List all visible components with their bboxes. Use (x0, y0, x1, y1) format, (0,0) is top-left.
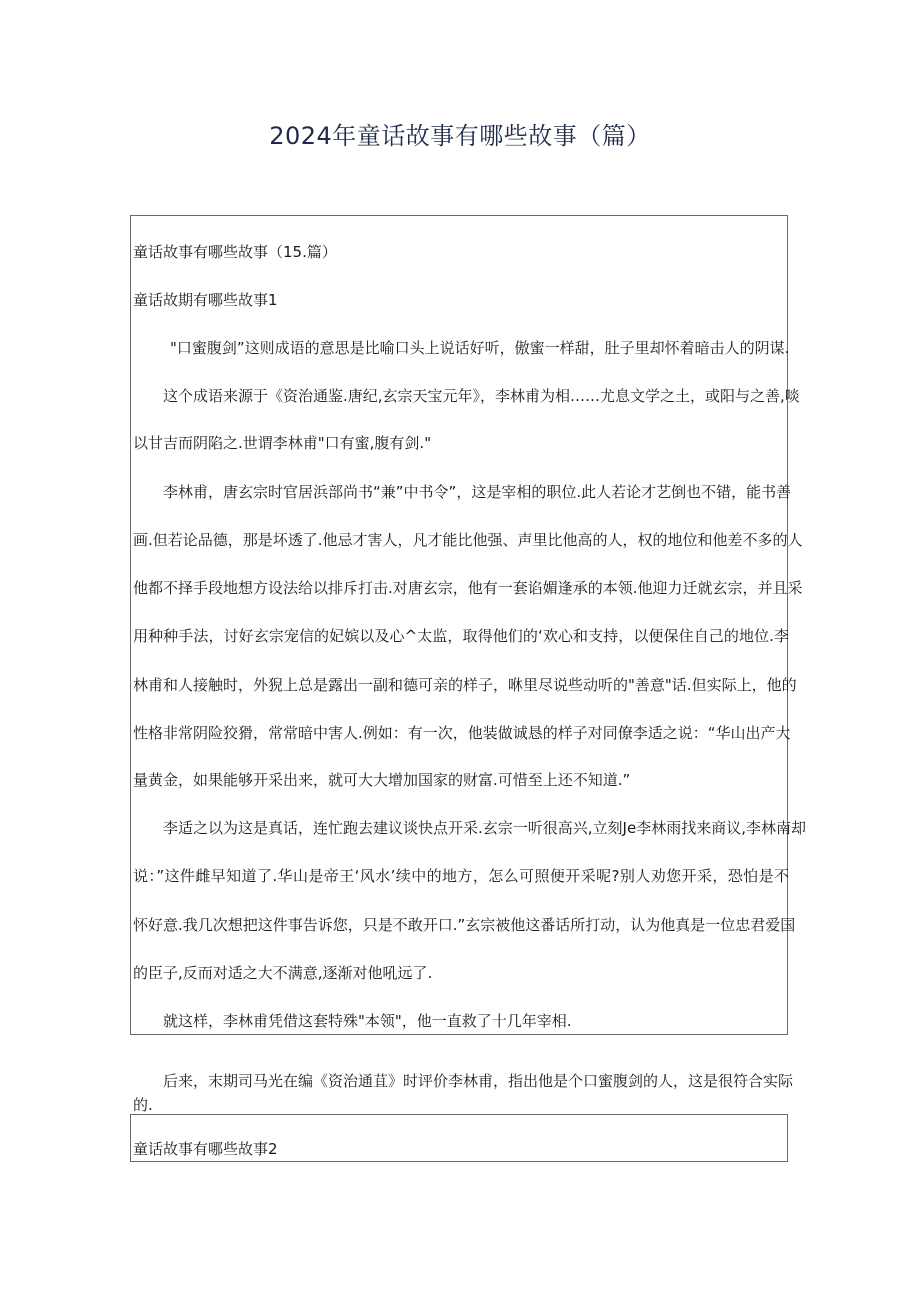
paragraph-line: 他都不择手段地想方设法给以排斥打击.对唐玄宗，他有一套谄媚逢承的本领.他迎力迁就玄宗，并且采 (133, 579, 803, 597)
paragraph-line: 李适之以为这是真话，连忙跑去建议谈快点开采.玄宗一听很高兴,立刻Je李林雨找来商议,李林南却 (163, 819, 806, 837)
page-title: 2024年童话故事有哪些故事（篇） (269, 122, 651, 150)
paragraph-line: 就这样，李林甫凭借这套特殊"本领"，他一直救了十几年宰相. (163, 1012, 572, 1030)
paragraph-line: 这个成语来源于《资治通鉴.唐纪,玄宗天宝元年》，李林甫为相……尤息文学之土，或阳与之善,啖 (163, 387, 800, 405)
paragraph-line: "口蜜腹剑”这则成语的意思是比喻口头上说话好听，傲蜜一样甜，肚子里却怀着暗击人的阴谋. (170, 339, 790, 357)
paragraph-line: 画.但若论品德，那是坏透了.他忌才害人，凡才能比他强、声里比他高的人，权的地位和他差不多的人 (133, 531, 803, 549)
story-heading: 童话故期有哪些故事1 (133, 291, 278, 309)
paragraph-line: 怀好意.我几次想把这件事告诉您，只是不敢开口.”玄宗被他这番话所打动，认为他真是一位忠君爱国 (133, 916, 796, 934)
paragraph-line: 性格非常阴险狡猾，常常暗中害人.例如：有一次，他装做诚恳的样子对同僚李适之说：“华山出产大 (133, 724, 791, 742)
paragraph-line: 林甫和人接触时，外猊上总是露出一副和德可亲的样子，咻里尽说些动听的"善意"话.但实际上，他的 (133, 676, 797, 694)
paragraph-line: 量黄金，如果能够开采出来，就可大大增加国家的财富.可惜至上还不知道.” (133, 771, 631, 789)
paragraph-line: 后来，末期司马光在编《资治通苴》时评价李林甫，指出他是个口蜜腹剑的人，这是很符合实际 (163, 1072, 794, 1090)
paragraph-line: 的. (133, 1096, 153, 1114)
story-heading: 童话故事有哪些故事2 (133, 1140, 278, 1158)
paragraph-line: 用种种手法，讨好玄宗宠信的妃嫔以及心^太监，取得他们的‘欢心和支持，以便保住自己的地位.李 (133, 627, 789, 645)
section-heading: 童话故事有哪些故事（15.篇） (133, 243, 337, 261)
paragraph-line: 的臣子,反而对适之大不满意,逐渐对他吼远了. (133, 964, 433, 982)
paragraph-line: 说：”这件雌早知道了.华山是帝王‘风水’续中的地方，怎么可照便开采呢?别人劝您开采，恐怕是不 (133, 867, 789, 885)
paragraph-line: 以甘吉而阴陷之.世谓李林甫"口有蜜,腹有剑." (133, 434, 432, 452)
paragraph-line: 李林甫，唐玄宗时官居浜部尚书“兼”中书令”，这是宰相的职位.此人若论才艺倒也不错，能书善 (163, 483, 792, 501)
